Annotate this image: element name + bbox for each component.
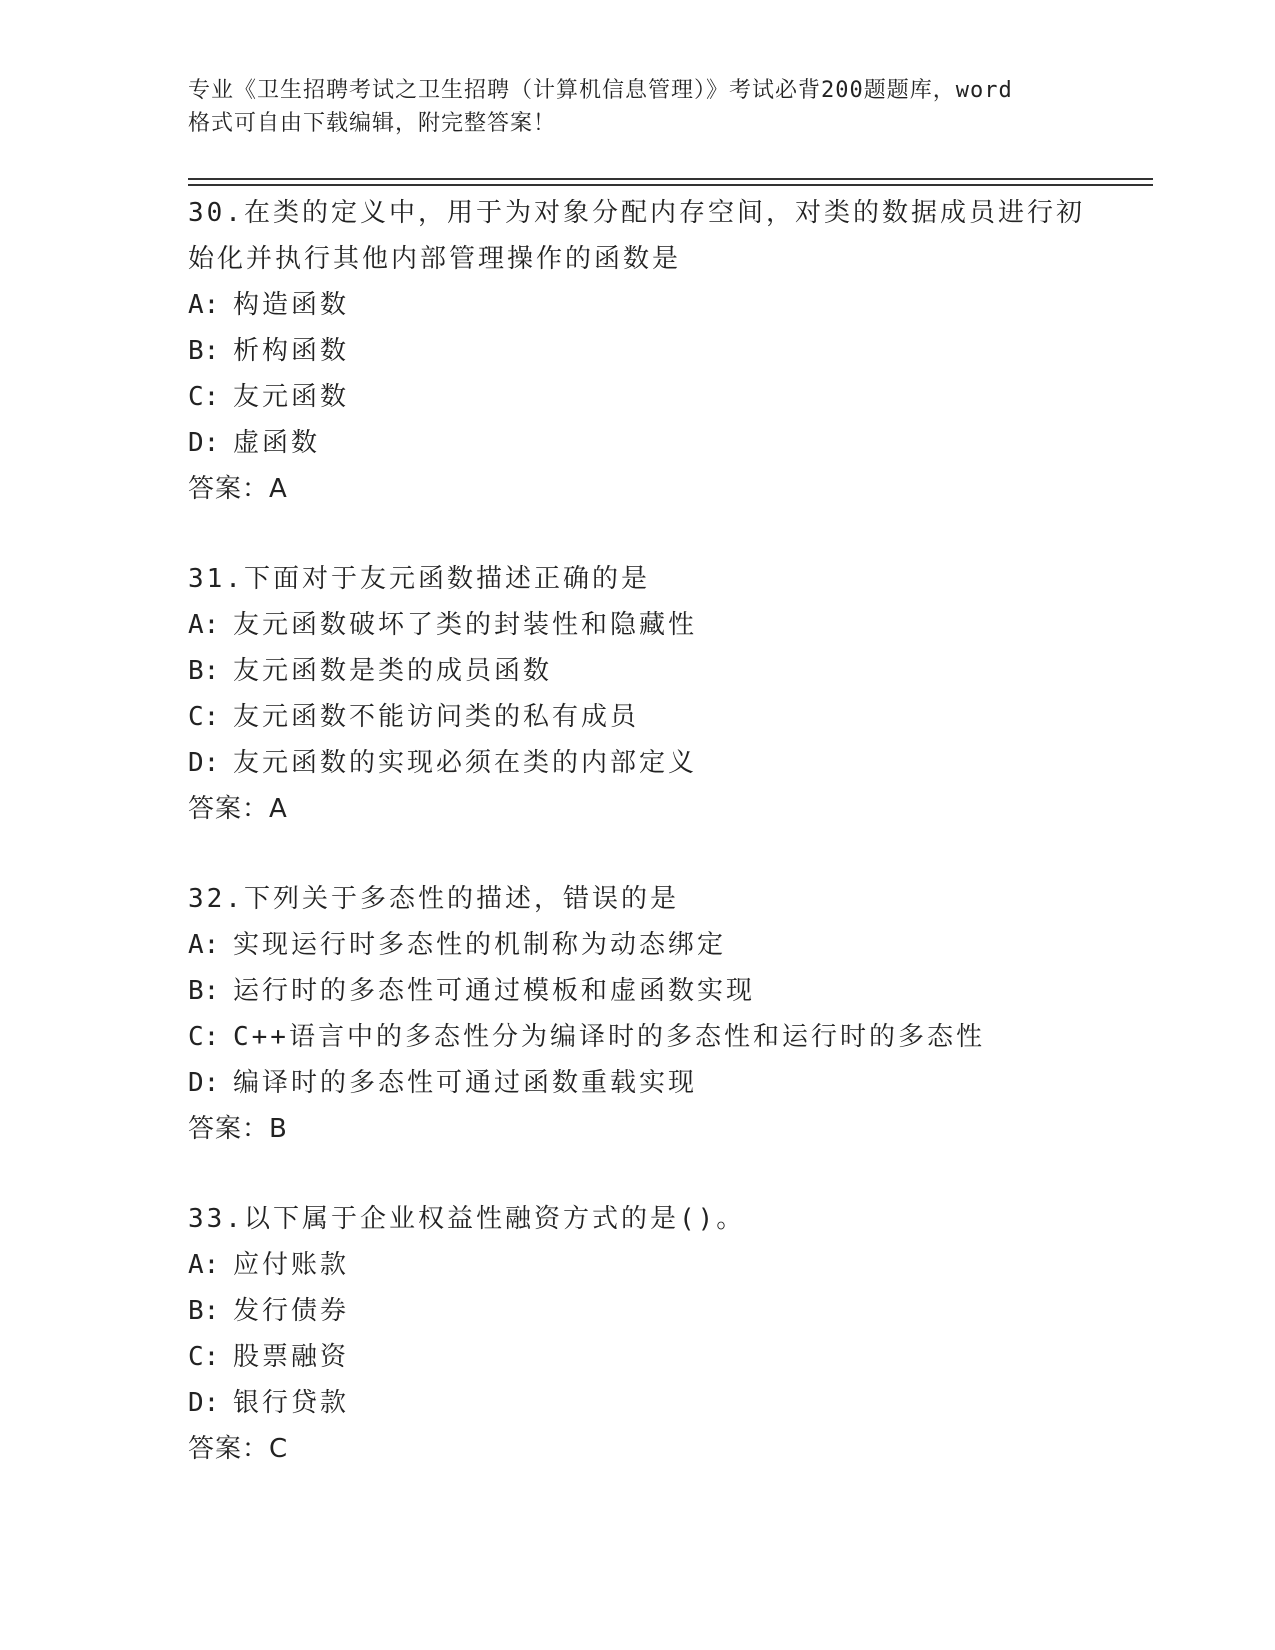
option-text: 友元函数破坏了类的封装性和隐藏性 [233,610,698,640]
option-text: 银行贷款 [233,1388,350,1418]
question-text-line: 30.在类的定义中，用于为对象分配内存空间，对类的数据成员进行初 [188,198,1085,228]
option-text: 友元函数的实现必须在类的内部定义 [233,748,698,778]
option-letter: B: [188,976,220,1006]
question-text [188,876,1148,922]
header-line-2: 格式可自由下载编辑，附完整答案！ [188,111,557,136]
option-text: 股票融资 [233,1342,350,1372]
option-b [188,648,1148,694]
question-32 [188,876,1148,1152]
option-letter: B: [188,336,220,366]
answer-line: 答案：C [188,1434,289,1464]
option-letter: C: [188,1342,220,1372]
question-list [188,190,1148,1472]
option-a [188,1242,1148,1288]
question-text [188,190,1148,282]
option-letter: C: [188,382,220,412]
option-text: 实现运行时多态性的机制称为动态绑定 [233,930,727,960]
option-letter: D: [188,1388,220,1418]
option-a [188,602,1148,648]
header-divider-top [188,178,1153,180]
option-letter: D: [188,748,220,778]
question-text-line: 33.以下属于企业权益性融资方式的是()。 [188,1204,746,1234]
question-spacer [188,832,1148,876]
document-header [188,74,1088,140]
header-divider-bottom [188,184,1153,186]
option-text: 构造函数 [233,290,350,320]
option-text: 友元函数 [233,382,350,412]
answer-line: 答案：B [188,1114,288,1144]
option-text: 友元函数是类的成员函数 [233,656,553,686]
option-a [188,922,1148,968]
question-text-line: 始化并执行其他内部管理操作的函数是 [188,244,682,274]
answer-line: 答案：A [188,474,288,504]
option-letter: C: [188,1022,220,1052]
option-text: 虚函数 [233,428,321,458]
question-text-line: 32.下列关于多态性的描述，错误的是 [188,884,679,914]
option-letter: A: [188,290,220,320]
option-a [188,282,1148,328]
answer-line: 答案：A [188,794,288,824]
option-letter: C: [188,702,220,732]
option-b [188,968,1148,1014]
option-letter: B: [188,1296,220,1326]
option-c [188,694,1148,740]
option-letter: A: [188,1250,220,1280]
option-letter: A: [188,610,220,640]
question-31 [188,556,1148,832]
option-text: C++语言中的多态性分为编译时的多态性和运行时的多态性 [233,1022,985,1052]
option-text: 运行时的多态性可通过模板和虚函数实现 [233,976,756,1006]
option-letter: B: [188,656,220,686]
option-d [188,1060,1148,1106]
question-spacer [188,512,1148,556]
question-text [188,556,1148,602]
option-d [188,740,1148,786]
option-b [188,328,1148,374]
option-letter: D: [188,428,220,458]
question-spacer [188,1152,1148,1196]
option-b [188,1288,1148,1334]
question-30 [188,190,1148,512]
option-d [188,420,1148,466]
question-33 [188,1196,1148,1472]
option-text: 应付账款 [233,1250,350,1280]
header-line-1: 专业《卫生招聘考试之卫生招聘（计算机信息管理）》考试必背200题题库，word [188,78,1013,103]
option-text: 友元函数不能访问类的私有成员 [233,702,640,732]
option-c [188,374,1148,420]
option-c [188,1334,1148,1380]
option-letter: A: [188,930,220,960]
option-text: 发行债券 [233,1296,350,1326]
option-d [188,1380,1148,1426]
option-text: 析构函数 [233,336,350,366]
option-c [188,1014,1148,1060]
question-text-line: 31.下面对于友元函数描述正确的是 [188,564,650,594]
option-text: 编译时的多态性可通过函数重载实现 [233,1068,698,1098]
option-letter: D: [188,1068,220,1098]
question-text [188,1196,1148,1242]
